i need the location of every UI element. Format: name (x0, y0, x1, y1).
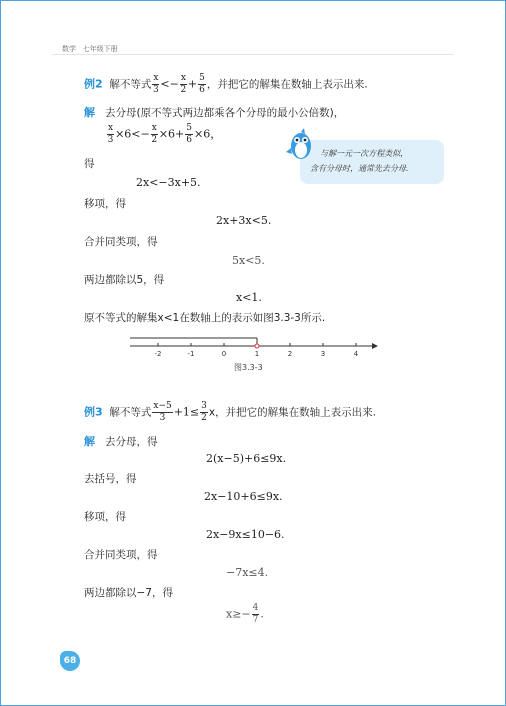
ex3-eq1: 2(x−5)+6≤9x. (206, 452, 287, 465)
ex3-sol-label: 解 (84, 435, 95, 448)
ex2-eq2: 2x<−3x+5. (136, 176, 201, 189)
ex2-q-post: ，并把它的解集在数轴上表示出来. (206, 78, 368, 91)
ex2-sol-intro: 去分母(原不等式两边都乘各个分母的最小公倍数)， (105, 107, 345, 119)
ex2-step-move: 移项，得 (84, 198, 126, 210)
number-line-tick-label: 2 (287, 350, 293, 358)
ex3-eq2: 2x−10+6≤9x. (204, 490, 283, 503)
ex2-conclusion: 原不等式的解集x<1在数轴上的表示如图3.3-3所示. (84, 312, 326, 324)
ex2-solution-intro (84, 104, 344, 120)
ex2-eq1-frac2: $\frac{x}{2}$ (151, 123, 158, 145)
number-line-tick-label: -1 (187, 350, 195, 358)
ex3-eq5-pre: x≥− (226, 607, 251, 621)
ex2-sol-label: 解 (84, 106, 95, 119)
ex2-eq5: x<1. (236, 291, 262, 304)
ex3-step3: 移项，得 (84, 511, 126, 523)
ex3-step1-text: 去分母，得 (105, 436, 158, 448)
ex2-q-frac2: $\frac{x}{2}$ (180, 73, 187, 95)
ex3-eq5 (226, 604, 264, 625)
ex2-eq1-frac1: $\frac{x}{3}$ (107, 123, 114, 145)
ex2-q-pre: 解不等式 (109, 78, 152, 91)
ex3-q-mid: +1≤ (173, 405, 200, 419)
ex2-step-combine: 合并同类项，得 (84, 236, 158, 248)
number-line-tick-label: 0 (221, 350, 227, 358)
ex3-question (84, 402, 376, 423)
ex2-q-frac1: $\frac{x}{3}$ (153, 73, 159, 95)
number-line-tick-label: 4 (353, 350, 359, 358)
ex2-eq1-frac3: $\frac{5}{6}$ (186, 123, 192, 145)
ex2-eq1 (106, 124, 221, 145)
ex2-eq1-a: ×6<− (115, 127, 150, 141)
ex2-step-de: 得 (84, 158, 95, 170)
ex2-q-plus: + (187, 77, 198, 91)
tip-line2: 含有分母时，通常先去分母. (310, 164, 409, 173)
ex2-eq1-b: ×6+ (158, 127, 185, 141)
ex2-question (84, 74, 368, 95)
ex3-eq4: −7x≤4. (226, 566, 269, 579)
number-line-tick-label: 1 (254, 350, 260, 358)
number-line-tick-label: -2 (154, 350, 162, 358)
figure-caption: 图3.3-3 (234, 363, 263, 372)
ex3-eq3: 2x−9x≤10−6. (206, 528, 285, 541)
running-header (62, 44, 118, 54)
ex3-step4: 合并同类项，得 (84, 549, 158, 561)
header-book: 七年级下册 (82, 45, 118, 53)
ex3-step5: 两边都除以−7，得 (84, 587, 173, 599)
ex2-eq1-c: ×6， (193, 127, 222, 141)
dolphin-mascot-icon (286, 128, 316, 162)
page-number-badge: 68 (60, 651, 80, 671)
header-subject: 数学 (62, 45, 76, 53)
ex2-eq3: 2x+3x<5. (216, 214, 272, 227)
ex3-q-frac1: $\frac{x-5}{3}$ (153, 401, 172, 423)
number-line (124, 330, 384, 360)
ex3-step1 (84, 433, 158, 449)
tip-callout (300, 140, 444, 184)
ex2-label: 例2 (84, 77, 103, 91)
ex3-step2: 去括号，得 (84, 473, 137, 485)
ex3-eq5-post: . (260, 607, 264, 621)
ex2-q-lt: <− (160, 77, 179, 91)
ex2-q-frac3: $\frac{5}{6}$ (199, 73, 205, 95)
header-rule (52, 54, 454, 55)
number-line-arrow-icon (372, 343, 378, 349)
open-circle-endpoint (255, 344, 259, 348)
number-line-tick-label: 3 (320, 350, 326, 358)
ex3-label: 例3 (84, 405, 103, 419)
ex3-q-frac2: $\frac{3}{2}$ (201, 401, 207, 423)
tip-line1: 与解一元一次方程类似， (320, 149, 409, 158)
ex3-q-post: x，并把它的解集在数轴上表示出来. (208, 406, 376, 419)
ex2-eq4: 5x<5. (232, 254, 265, 267)
ex3-q-pre: 解不等式 (109, 406, 152, 419)
ex3-eq5-frac: $\frac{4}{7}$ (252, 603, 259, 625)
ex2-step-divide5: 两边都除以5，得 (84, 274, 165, 286)
tip-callout-text (310, 146, 409, 176)
